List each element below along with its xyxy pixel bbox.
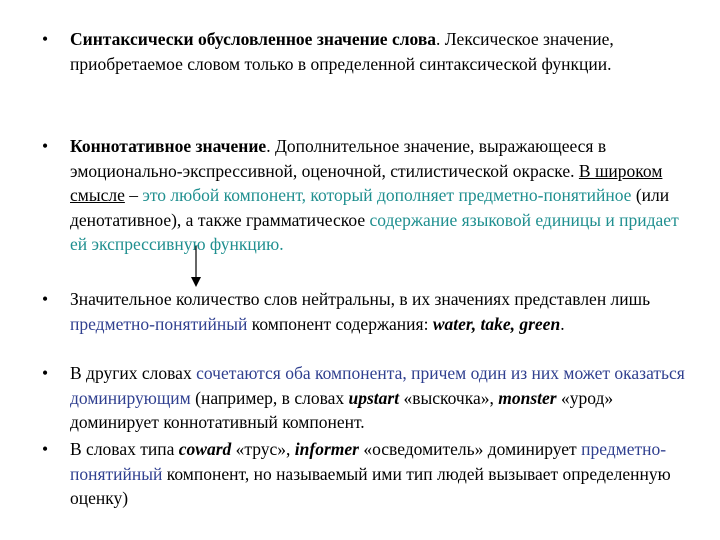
item-2-mid: (или денотативное), а также грамматическое: [70, 185, 670, 230]
item-syntactic-meaning: [70, 27, 700, 76]
bullet-3: •: [42, 289, 49, 309]
item-3-text-a: Значительное количество слов нейтральны, в их значениях представлен лишь: [70, 289, 651, 309]
word-informer: informer: [294, 439, 359, 459]
word-monster: monster: [498, 387, 557, 408]
item-3-text-b: компонент содержания:: [247, 313, 433, 334]
term-syntactic-meaning: Синтаксически обусловленное значение слова: [70, 29, 437, 49]
blue-phrase: сочетаются оба компонента, причем один из них может оказаться доминирующим: [70, 363, 685, 408]
bullet-2: •: [42, 136, 49, 156]
teal-text-1: это любой компонент, который дополняет предметно-понятийное: [142, 185, 632, 205]
bullet-1: •: [42, 29, 49, 49]
blue-term: предметно-понятийный: [70, 313, 248, 334]
word-coward: coward: [178, 439, 232, 459]
broad-sense-label: В широком смысле: [70, 160, 663, 205]
item-4-text-b: (например, в словах: [190, 387, 349, 408]
item-coward-informer: В словах типа coward «трус», informer «осведомитель» доминирует предметно-понятийный компонент, но называемый ими тип людей вызывает определенную оценку): [70, 439, 671, 508]
term-connotative-meaning: Коннотативное значение: [70, 136, 267, 156]
bullet-4: •: [42, 363, 49, 383]
item-2-text: . Дополнительное значение, выражающееся в эмоционально-экспрессивной, оценочной, стилистической окраске.: [70, 136, 607, 181]
examples: water, take, green: [432, 313, 561, 334]
item-both-components: В других словах сочетаются оба компонента, причем один из них может оказаться доминирующим (например, в словах upstart «выскочка», monster «урод» доминирует коннотативный компонент.: [70, 363, 685, 432]
item-1-text: . Лексическое значение, приобретаемое словом только в определенной синтаксической функции.: [70, 29, 614, 74]
word-upstart: upstart: [348, 387, 400, 408]
teal-text-2: содержание языковой единицы и придает ей экспрессивную функцию.: [70, 209, 679, 254]
dash: –: [124, 185, 143, 205]
blue-term-2: предметно-понятийный: [70, 439, 667, 484]
down-arrow-icon: [186, 246, 206, 288]
item-neutral-words: Значительное количество слов нейтральны, в их значениях представлен лишь предметно-понятийный компонент содержания: water, take, green.: [70, 289, 651, 334]
item-connotative-meaning: [70, 134, 700, 257]
item-4-text-a: В других словах: [70, 363, 197, 383]
bullet-5: •: [42, 439, 49, 459]
